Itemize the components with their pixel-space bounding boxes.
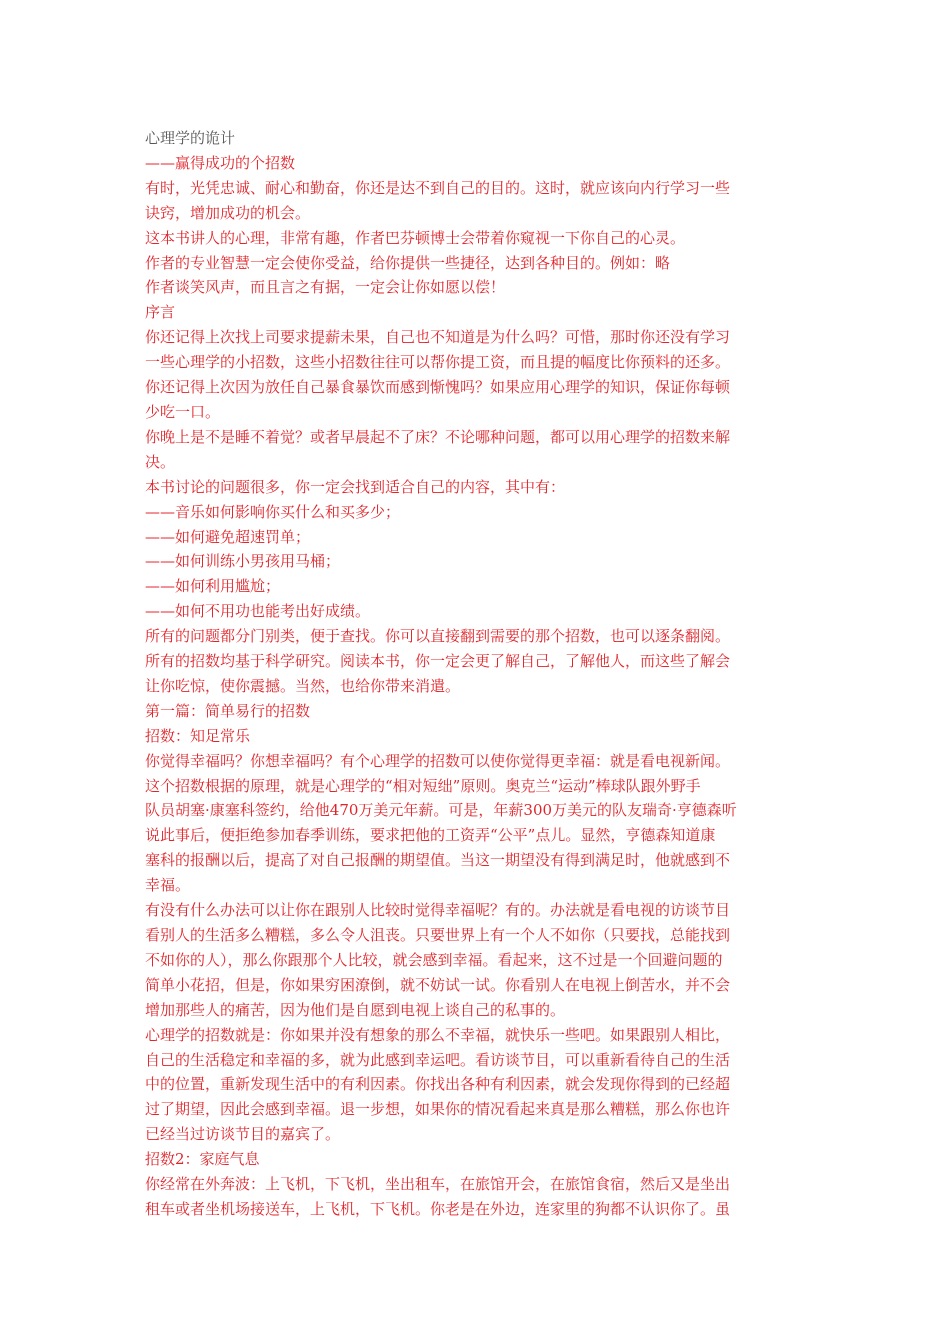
text-line: 你晚上是不是睡不着觉？或者早晨起不了床？不论哪种问题，都可以用心理学的招数来解 xyxy=(145,427,731,446)
text-line: 你还记得上次找上司要求提薪未果，自己也不知道是为什么吗？可惜，那时你还没有学习 xyxy=(145,328,731,347)
text-line: 让你吃惊，使你震撼。当然，也给你带来消遣。 xyxy=(145,676,461,695)
text-line: ——赢得成功的个招数 xyxy=(145,153,296,172)
text-line: ——如何避免超速罚单； xyxy=(145,527,311,546)
text-line: 增加那些人的痛苦，因为他们是自愿到电视上谈自己的私事的。 xyxy=(145,1000,566,1019)
text-line: 幸福。 xyxy=(145,876,191,895)
text-line: 队员胡塞·康塞科签约，给他470万美元年薪。可是，年薪300万美元的队友瑞奇·亨德森听 xyxy=(145,801,737,820)
text-line: ——如何利用尴尬； xyxy=(145,577,281,596)
text-line: 看别人的生活多么糟糕，多么令人沮丧。只要世界上有一个人不如你（只要找，总能找到 xyxy=(145,926,731,944)
document-page xyxy=(145,126,810,1222)
text-line: 已经当过访谈节目的嘉宾了。 xyxy=(145,1125,341,1144)
text-line: 诀窍，增加成功的机会。 xyxy=(145,203,311,222)
text-line: 这个招数根据的原理，就是心理学的“相对短绌”原则。奥克兰“运动”棒球队跟外野手 xyxy=(145,776,701,795)
text-line: 一些心理学的小招数，这些小招数往往可以帮你提工资，而且提的幅度比你预料的还多。 xyxy=(145,353,731,372)
text-line: 说此事后，便拒绝参加春季训练，要求把他的工资弄“公平”点儿。显然，亨德森知道康 xyxy=(145,826,716,845)
text-line: 这本书讲人的心理，非常有趣，作者巴芬顿博士会带着你窥视一下你自己的心灵。 xyxy=(145,228,686,247)
text-line: 有没有什么办法可以让你在跟别人比较时觉得幸福呢？有的。办法就是看电视的访谈节目 xyxy=(145,901,731,920)
text-line: 所有的问题都分门别类，便于查找。你可以直接翻到需要的那个招数，也可以逐条翻阅。 xyxy=(145,627,731,646)
text-line: 决。 xyxy=(145,452,176,471)
document-title: 心理学的诡计 xyxy=(145,129,236,147)
text-line: 中的位置，重新发现生活中的有利因素。你找出各种有利因素，就会发现你得到的已经超 xyxy=(145,1075,731,1094)
text-line: 本书讨论的问题很多，你一定会找到适合自己的内容，其中有： xyxy=(145,477,566,496)
text-line: 作者的专业智慧一定会使你受益，给你提供一些捷径，达到各种目的。例如：略 xyxy=(145,253,671,272)
text-line: ——音乐如何影响你买什么和买多少； xyxy=(145,502,401,521)
text-line: 过了期望，因此会感到幸福。退一步想，如果你的情况看起来真是那么糟糕，那么你也许 xyxy=(145,1100,731,1119)
text-line: 少吃一口。 xyxy=(145,402,221,421)
text-line: 有时，光凭忠诚、耐心和勤奋，你还是达不到自己的目的。这时，就应该向内行学习一些 xyxy=(145,178,731,197)
text-line: ——如何训练小男孩用马桶； xyxy=(145,552,341,571)
text-line: ——如何不用功也能考出好成绩。 xyxy=(145,602,371,621)
text-line: 塞科的报酬以后，提高了对自己报酬的期望值。当这一期望没有得到满足时，他就感到不 xyxy=(145,851,731,870)
text-line: 作者谈笑风声，而且言之有据，一定会让你如愿以偿！ xyxy=(145,278,506,297)
text-line: 自己的生活稳定和幸福的多，就为此感到幸运吧。看访谈节目，可以重新看待自己的生活 xyxy=(145,1050,731,1069)
text-line: 不如你的人），那么你跟那个人比较，就会感到幸福。看起来，这不过是一个回避问题的 xyxy=(145,950,723,969)
text-line: 招数2：家庭气息 xyxy=(145,1150,260,1169)
text-line: 你觉得幸福吗？你想幸福吗？有个心理学的招数可以使你觉得更幸福：就是看电视新闻。 xyxy=(145,751,731,770)
text-line: 招数：知足常乐 xyxy=(145,726,251,745)
text-line: 你经常在外奔波：上飞机，下飞机，坐出租车，在旅馆开会，在旅馆食宿，然后又是坐出 xyxy=(145,1175,731,1194)
text-line: 第一篇：简单易行的招数 xyxy=(145,701,311,720)
text-line: 序言 xyxy=(145,303,176,322)
text-line: 心理学的招数就是：你如果并没有想象的那么不幸福，就快乐一些吧。如果跟别人相比， xyxy=(145,1025,731,1044)
text-line: 租车或者坐机场接送车，上飞机，下飞机。你老是在外边，连家里的狗都不认识你了。虽 xyxy=(145,1199,731,1218)
text-line: 你还记得上次因为放任自己暴食暴饮而感到惭愧吗？如果应用心理学的知识，保证你每顿 xyxy=(145,378,731,397)
text-line: 所有的招数均基于科学研究。阅读本书，你一定会更了解自己，了解他人，而这些了解会 xyxy=(145,652,731,671)
text-line: 简单小花招，但是，你如果穷困潦倒，就不妨试一试。你看别人在电视上倒苦水，并不会 xyxy=(145,975,731,994)
